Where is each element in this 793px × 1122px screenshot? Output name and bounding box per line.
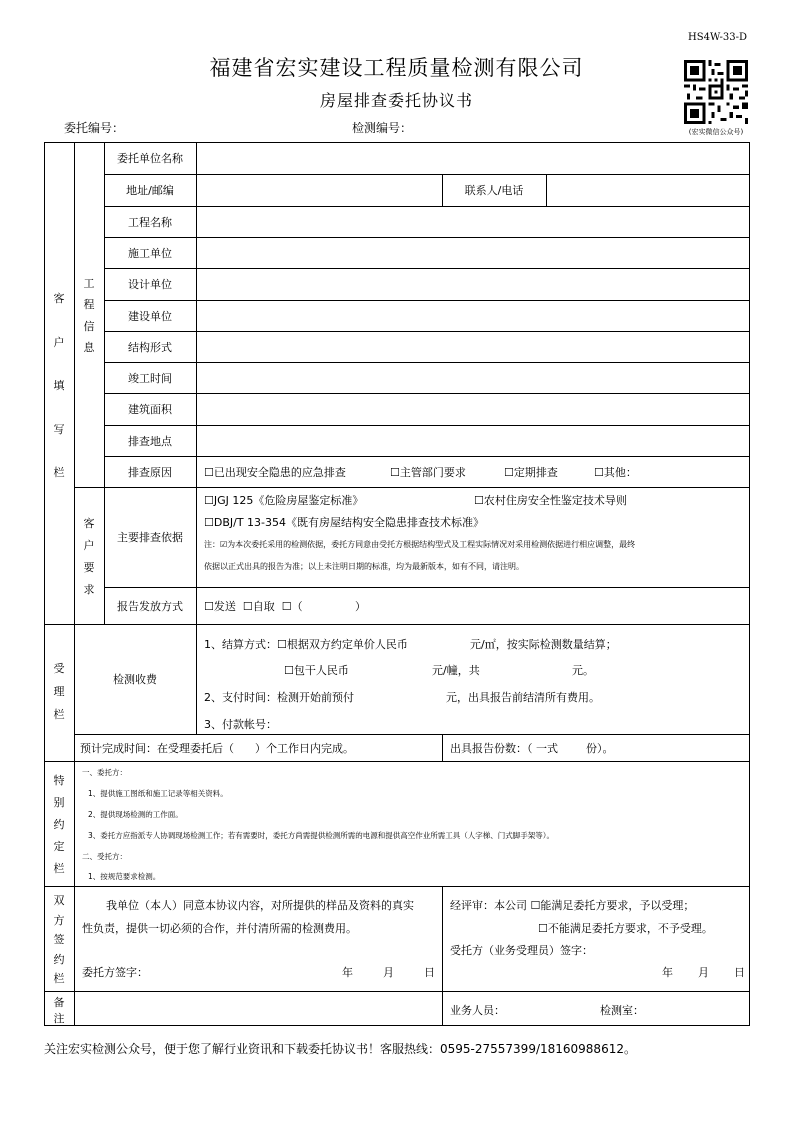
structure-label: 结构形式 <box>128 340 172 354</box>
agent-date-month: 月 <box>698 966 709 979</box>
design-unit-label: 设计单位 <box>128 278 172 291</box>
special-line: 二、受托方： <box>82 851 127 861</box>
document-title: 房屋排查委托协议书 <box>319 91 473 110</box>
basis-label: 主要排查依据 <box>117 531 183 544</box>
agent-signature-label[interactable]: 受托方（业务受理员）签字： <box>450 944 593 957</box>
structure-field[interactable] <box>198 333 748 360</box>
area-field[interactable] <box>198 395 748 423</box>
remark-field[interactable] <box>76 993 440 1024</box>
project-name-label: 工程名称 <box>128 215 172 229</box>
address-label: 地址/邮编 <box>126 184 174 197</box>
special-line: 3、委托方应指派专人协调现场检测工作；若有需要时，委托方尚需提供检测所需的电源和提供高空作业所需工具（人字梯、门式脚手架等）。 <box>88 830 555 840</box>
fee-line1a: 1、结算方式：☐根据双方约定单价人民币 <box>204 638 408 651</box>
report-method-options[interactable]: ☐发送 ☐自取 ☐（ ） <box>204 599 367 613</box>
special-line: 1、按规范要求检测。 <box>88 871 161 881</box>
agent-date-day: 日 <box>734 966 745 979</box>
basis-option-jgj125[interactable]: ☐JGJ 125《危险房屋鉴定标准》 <box>204 494 364 507</box>
agent-date-year: 年 <box>662 966 673 979</box>
client-consent-line2: 性负责，提供一切必须的合作，并付清所需的检测费用。 <box>82 922 357 935</box>
construction-unit-field[interactable] <box>198 239 748 266</box>
remark-section-title: 备 注 <box>53 996 65 1025</box>
reason-option-emergency[interactable]: ☐已出现安全隐患的应急排查 <box>204 465 346 479</box>
special-line: 1、提供施工图纸和施工记录等相关资料。 <box>88 788 228 798</box>
fee-line4: 3、付款帐号： <box>204 718 277 731</box>
completion-time-field[interactable] <box>198 364 748 391</box>
sign-section-title: 双 方 签 约 栏 <box>53 894 65 985</box>
contact-field[interactable] <box>548 176 748 204</box>
location-label: 排查地点 <box>128 434 172 448</box>
lab-label: 检测室： <box>600 1003 644 1017</box>
reason-label: 排查原因 <box>128 465 172 479</box>
test-number-label: 检测编号： <box>352 121 413 135</box>
reason-option-periodic[interactable]: ☐定期排查 <box>504 465 558 479</box>
reason-option-authority[interactable]: ☐主管部门要求 <box>390 465 466 479</box>
acceptance-section-title: 受 理 栏 <box>53 662 65 721</box>
report-copies-text: 出具报告份数：（ 一式 份）。 <box>450 741 614 755</box>
address-field[interactable] <box>198 176 440 204</box>
client-date-day: 日 <box>424 966 435 979</box>
review-line1[interactable]: 经评审：本公司 ☐能满足委托方要求，予以受理； <box>450 899 695 912</box>
requirements-title: 客 户 要 求 <box>83 517 95 596</box>
qr-code-icon <box>684 60 748 124</box>
fee-line1b: 元/㎡，按实际检测数量结算； <box>470 638 617 651</box>
completion-time-label: 竣工时间 <box>128 371 172 385</box>
build-unit-field[interactable] <box>198 302 748 329</box>
qr-caption: (宏实微信公众号) <box>688 128 744 136</box>
client-signature-label[interactable]: 委托方签字： <box>82 966 148 979</box>
basis-note-line1: 注：☑为本次委托采用的检测依据，委托方同意由受托方根据结构型式及工程实际情况对采用检测依据进行相应调整，最终 <box>204 539 636 549</box>
client-name-field[interactable] <box>198 144 748 172</box>
fee-line3a: 2、支付时间：检测开始前预付 <box>204 691 354 704</box>
contact-label: 联系人/电话 <box>464 184 524 197</box>
basis-option-dbj[interactable]: ☐DBJ/T 13-354《既有房屋结构安全隐患排查技术标准》 <box>204 516 485 529</box>
client-date-month: 月 <box>383 966 394 979</box>
build-unit-label: 建设单位 <box>128 309 172 323</box>
construction-unit-label: 施工单位 <box>128 246 172 260</box>
fee-line3b: 元，出具报告前结清所有费用。 <box>446 691 600 704</box>
entrust-number-label: 委托编号： <box>64 121 125 135</box>
staff-label: 业务人员： <box>450 1003 505 1017</box>
fee-line2a: ☐包干人民币 <box>284 664 349 677</box>
project-name-field[interactable] <box>198 208 748 235</box>
fee-line2c: 元。 <box>572 664 594 677</box>
special-line: 一、委托方： <box>82 767 127 777</box>
client-name-label: 委托单位名称 <box>117 152 183 165</box>
fee-label: 检测收费 <box>113 673 157 686</box>
special-section-title: 特 别 约 定 栏 <box>53 774 65 875</box>
fee-line2b: 元/幢，共 <box>432 664 480 677</box>
review-line2[interactable]: ☐不能满足委托方要求，不予受理。 <box>538 922 713 935</box>
client-consent-line1: 我单位（本人）同意本协议内容，对所提供的样品及资料的真实 <box>106 899 414 912</box>
project-info-title: 工 程 信 息 <box>83 277 95 354</box>
reason-option-other[interactable]: ☐其他： <box>594 465 637 479</box>
footer-note: 关注宏实检测公众号，便于您了解行业资讯和下载委托协议书！客服热线：0595-27557399/18160988612。 <box>44 1042 636 1056</box>
design-unit-field[interactable] <box>198 270 748 298</box>
document-code: HS4W-33-D <box>688 32 747 43</box>
completion-time-text: 预计完成时间：在受理委托后（ ）个工作日内完成。 <box>80 741 354 755</box>
special-line: 2、提供现场检测的工作面。 <box>88 809 183 819</box>
basis-option-rural[interactable]: ☐农村住房安全性鉴定技术导则 <box>474 494 627 507</box>
report-method-label: 报告发放方式 <box>117 599 183 613</box>
basis-note-line2: 依据以正式出具的报告为准；以上未注明日期的标准，均为最新版本，如有不同，请注明。 <box>204 561 524 571</box>
company-name: 福建省宏实建设工程质量检测有限公司 <box>209 56 584 80</box>
client-section-title: 客 户 填 写 栏 <box>53 292 65 479</box>
client-date-year: 年 <box>342 966 353 979</box>
location-field[interactable] <box>198 427 748 454</box>
area-label: 建筑面积 <box>128 403 172 416</box>
